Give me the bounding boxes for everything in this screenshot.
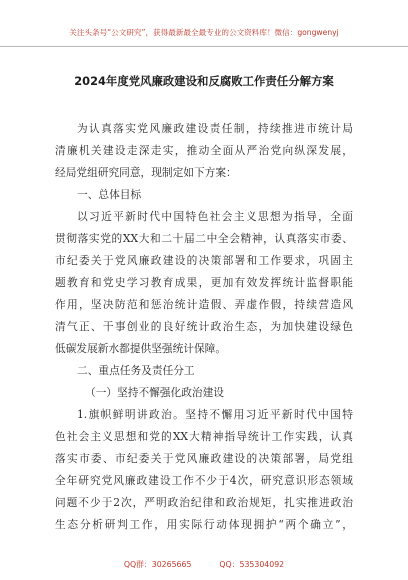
paragraph-line: 为认真落实党风廉政建设责任制，持续推进市统计局 — [77, 122, 353, 135]
paragraph-line: 贯彻落实党的XX大和二十届二中全会精神，认真落实市委、 — [55, 232, 353, 245]
paragraph-line: 经局党组研究同意，现制定如下方案： — [55, 166, 237, 179]
section-heading: 二、重点任务及责任分工 — [77, 364, 195, 377]
footer-contact — [0, 560, 408, 570]
paragraph-line: 低碳发展新水都提供坚强统计保障。 — [55, 342, 227, 355]
paragraph-line: 全年研究党风廉政建设工作不少于4次，研究意识形态领域 — [55, 474, 353, 487]
document-body — [55, 118, 353, 536]
paragraph-line: 色社会主义思想和党的XX大精神指导统计工作实践，认真 — [55, 430, 353, 443]
footer-qq: QQ：535304092 — [219, 560, 285, 569]
paragraph-line: 落实市委、市纪委关于党风廉政建设的决策部署，局党组 — [55, 452, 353, 465]
header-banner-text: 关注头条号“公文研究”，获得最新最全最专业的公文资料库！微信：gongwenyj — [69, 28, 339, 37]
paragraph-line: 市纪委关于党风廉政建设的决策部署和工作要求，巩固主 — [55, 254, 353, 267]
paragraph-line: 清廉机关建设走深走实，推动全面从严治党向纵深发展， — [55, 144, 353, 157]
paragraph-line: 清气正、干事创业的良好统计政治生态，为加快建设绿色 — [55, 320, 353, 333]
paragraph-line: 作用，坚决防范和惩治统计造假、弄虚作假，持续营造风 — [55, 298, 353, 311]
header-bar — [0, 0, 408, 47]
footer-qq-group: QQ群：30265665 — [123, 560, 192, 569]
paragraph-line: 以习近平新时代中国特色社会主义思想为指导，全面 — [77, 210, 353, 223]
paragraph-line: 问题不少于2次，严明政治纪律和政治规矩，扎实推进政治 — [55, 496, 353, 509]
paragraph-line: 1.旗帜鲜明讲政治。坚持不懈用习近平新时代中国特 — [77, 408, 353, 421]
subsection-heading: （一）坚持不懈强化政治建设 — [85, 386, 224, 399]
paragraph-line: 生态分析研判工作，用实际行动体现拥护“两个确立”， — [55, 518, 353, 531]
section-heading: 一、总体目标 — [77, 188, 142, 201]
paragraph-line: 题教育和党史学习教育成果，更加有效发挥统计监督职能 — [55, 276, 353, 289]
document-title: 2024年度党风廉政建设和反腐败工作责任分解方案 — [74, 74, 334, 88]
